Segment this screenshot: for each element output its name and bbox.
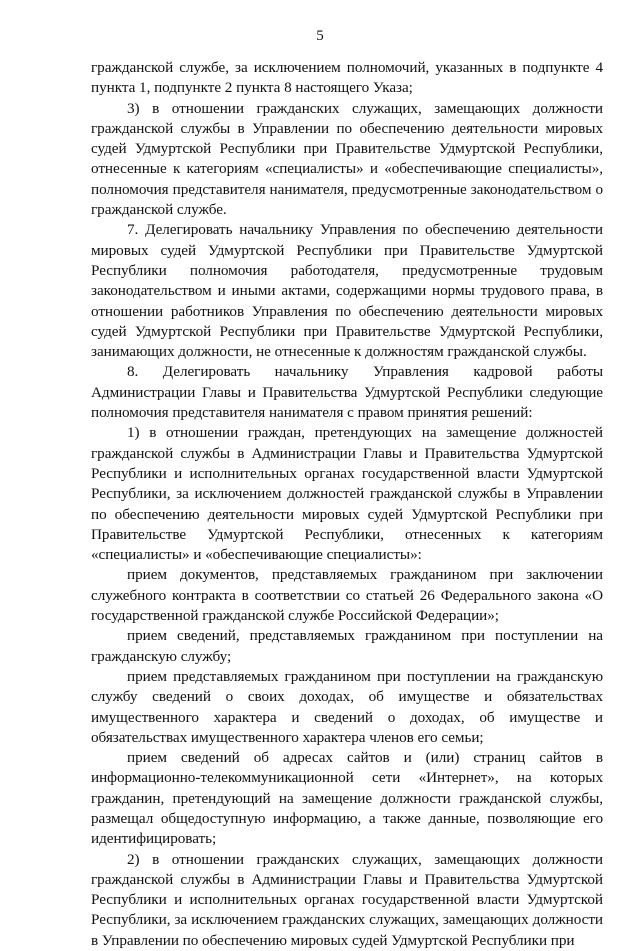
- paragraph-clause-8: 8. Делегировать начальнику Управления кадровой работы Администрации Главы и Правительства Удмуртской Республики следующие полномочия представителя нанимателя с правом принятия решений:: [91, 363, 603, 422]
- paragraph-item-2: 2) в отношении гражданских служащих, замещающих должности гражданской службы в Администрации Главы и Правительства Удмуртской Республики и исполнительных органах государственной власти Удмуртской Республики, за исключением гражданских служащих, замещающих должности в Управлении по обеспечению мировых судей Удмуртской Республики при: [91, 850, 603, 949]
- paragraph-clause-7: 7. Делегировать начальнику Управления по обеспечению деятельности мировых судей Удмуртской Республики при Правительстве Удмуртской Республики полномочия работодателя, предусмотренные трудовым законодательством и иными актами, содержащими нормы трудового права, в отношении работников Управления по обеспечению деятельности мировых судей Удмуртской Республики при Правительстве Удмуртской Республики, занимающих должности, не отнесенные к должностям гражданской службы.: [91, 221, 603, 361]
- paragraph-information: прием сведений, представляемых гражданином при поступлении на гражданскую службу;: [91, 627, 603, 665]
- paragraph-income: прием представляемых гражданином при поступлении на гражданскую службу сведений о своих доходах, об имуществе и обязательствах имущественного характера и сведений о доходах, об имуществе и обязательствах имущественного характера членов его семьи;: [91, 667, 603, 746]
- paragraph-continuation: гражданской службе, за исключением полномочий, указанных в подпункте 4 пункта 1, подпункте 2 пункта 8 настоящего Указа;: [91, 59, 603, 97]
- page-number: 5: [316, 28, 324, 44]
- paragraph-item-3: 3) в отношении гражданских служащих, замещающих должности гражданской службы в Управлении по обеспечению деятельности мировых судей Удмуртской Республики при Правительстве Удмуртской Республики, отнесенные к категориям «специалисты» и «обеспечивающие специалисты», полномочия представителя нанимателя, предусмотренные законодательством о гражданской службе.: [91, 99, 603, 219]
- paragraph-documents: прием документов, представляемых гражданином при заключении служебного контракта в соответствии со статьей 26 Федерального закона «О государственной гражданской службе Российской Федерации»;: [91, 566, 603, 625]
- paragraph-item-1: 1) в отношении граждан, претендующих на замещение должностей гражданской службы в Администрации Главы и Правительства Удмуртской Республики и исполнительных органах государственной власти Удмуртской Республики, за исключением должностей гражданской службы в Управлении по обеспечению деятельности мировых судей Удмуртской Республики при Правительстве Удмуртской Республики, отнесенных к категориям «специалисты» и «обеспечивающие специалисты»:: [91, 424, 603, 564]
- document-body: [91, 58, 603, 951]
- paragraph-websites: прием сведений об адресах сайтов и (или) страниц сайтов в информационно-телекоммуникационной сети «Интернет», на которых гражданин, претендующий на замещение должности гражданской службы, размещал общедоступную информацию, а также данные, позволяющие его идентифицировать;: [91, 749, 603, 848]
